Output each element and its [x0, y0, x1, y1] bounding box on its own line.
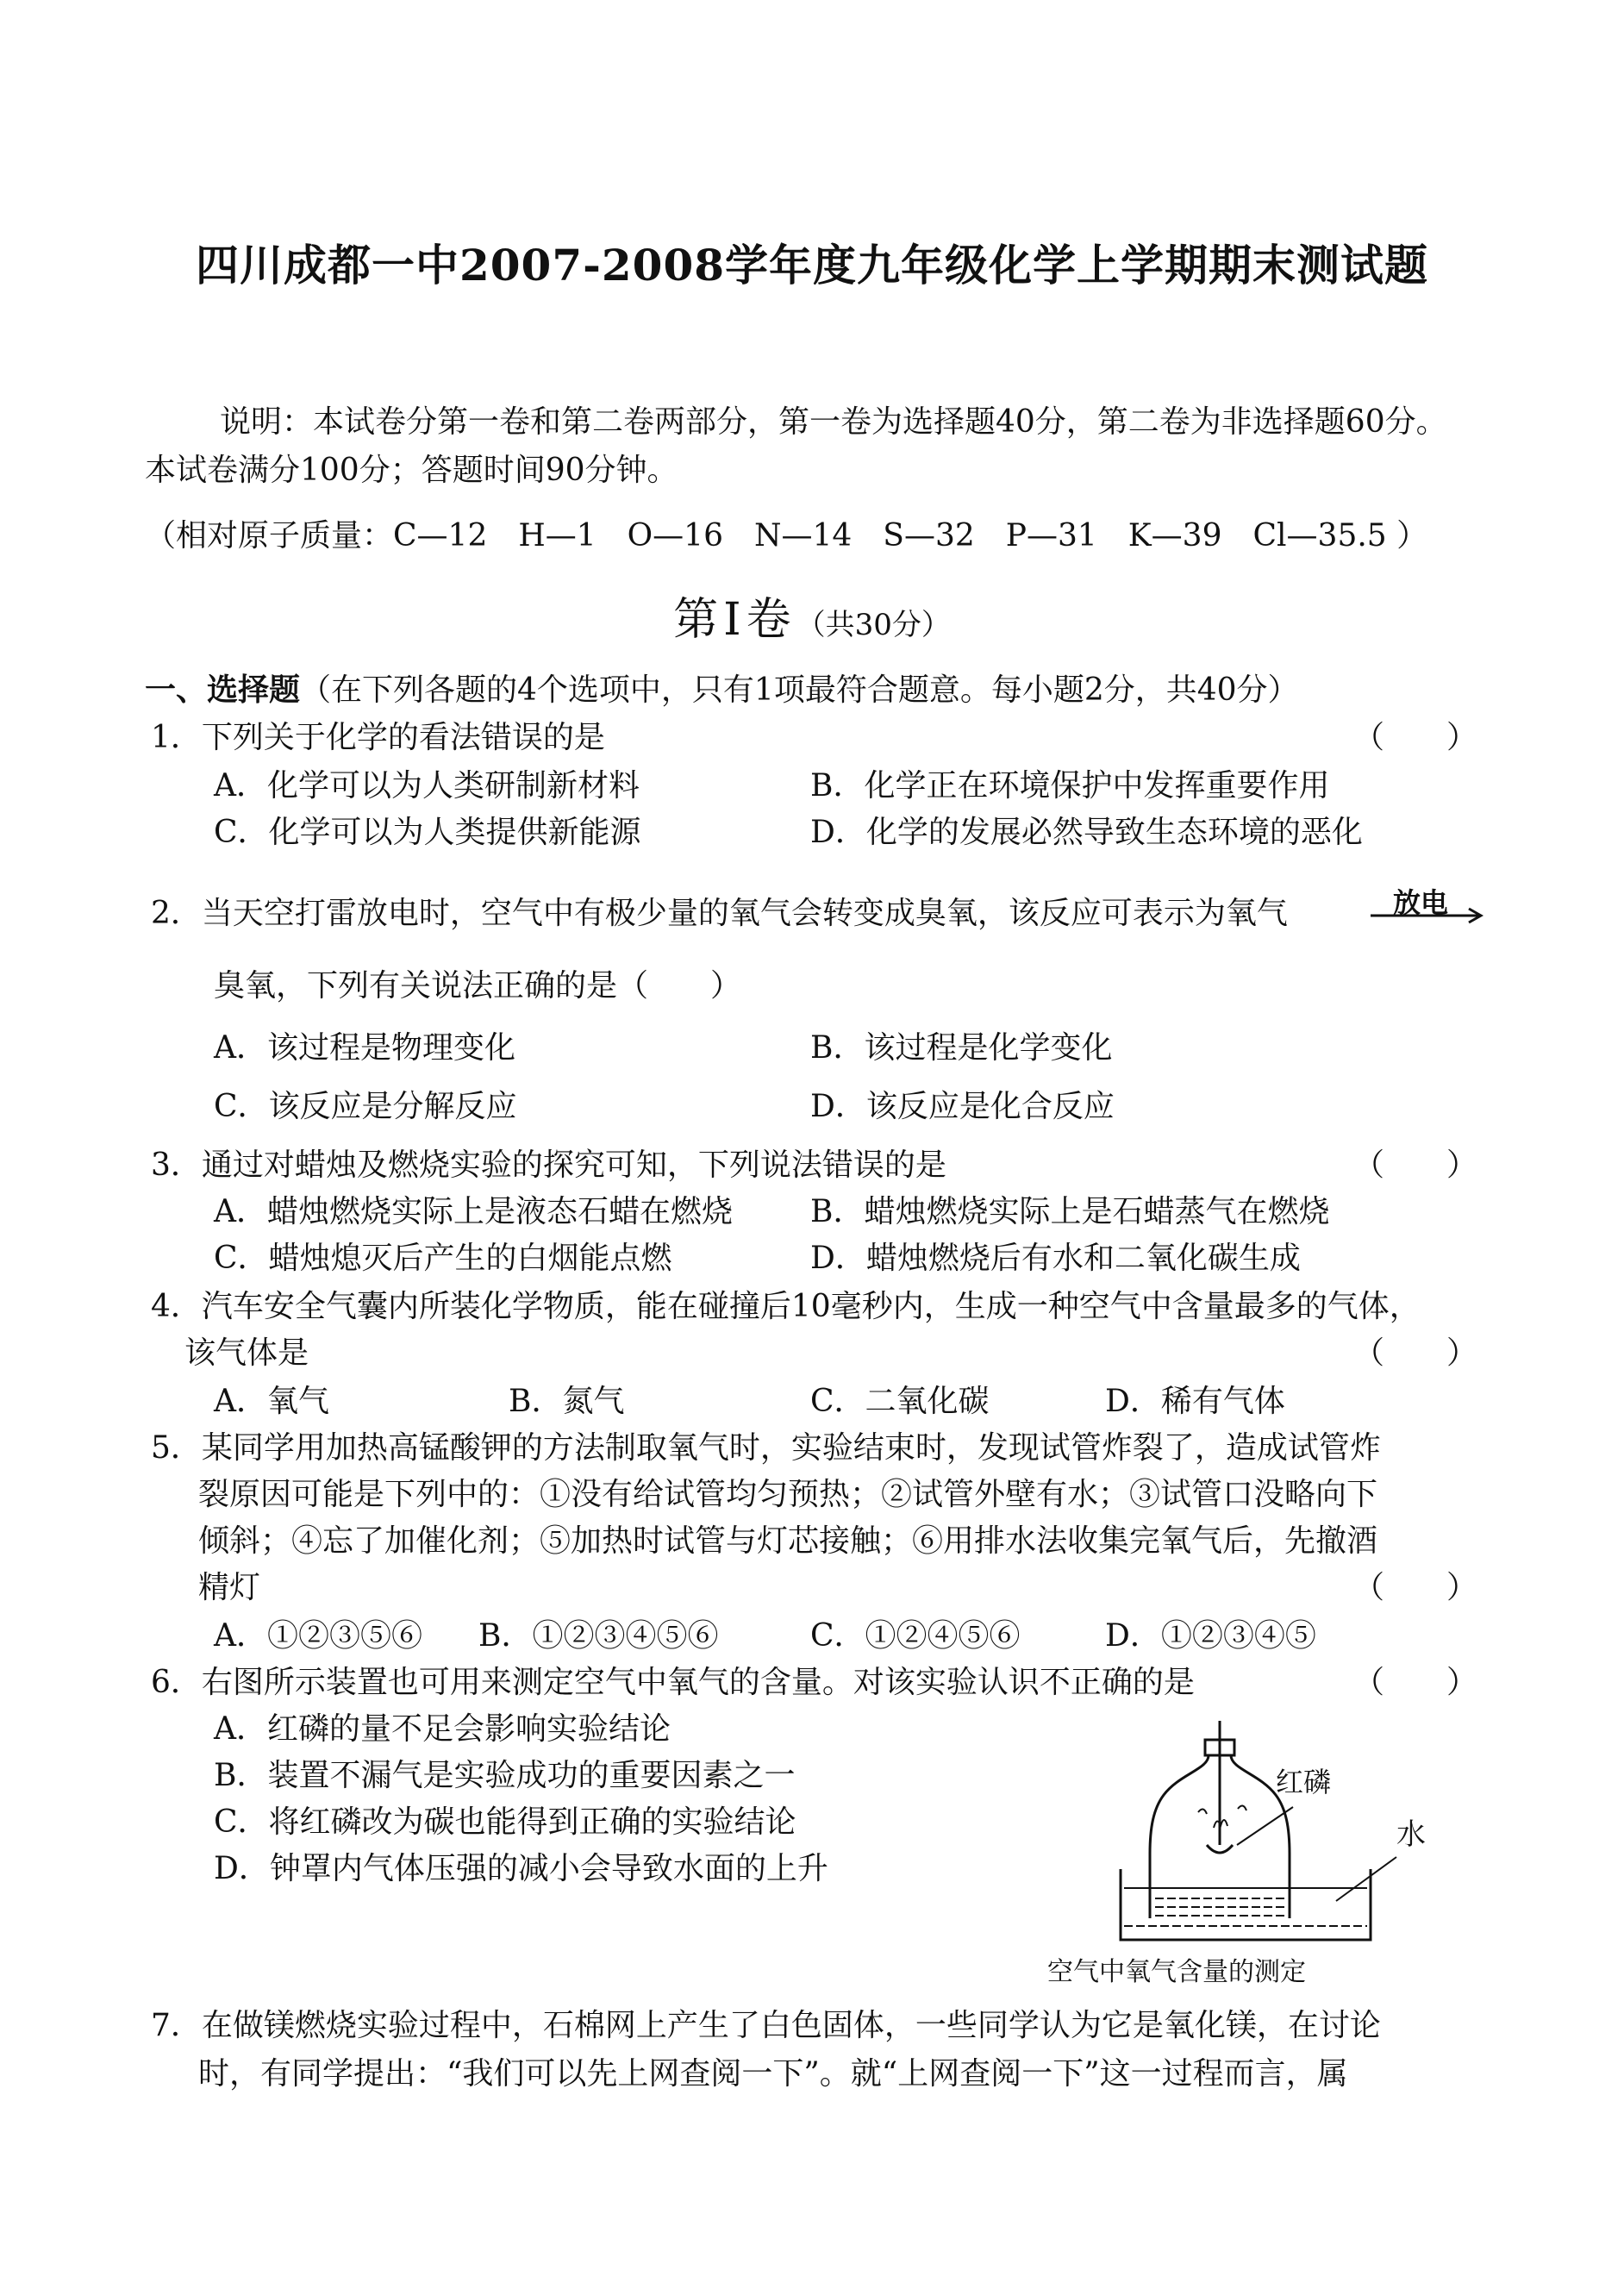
intro-line-1: 说明：本试卷分第一卷和第二卷两部分，第一卷为选择题40分，第二卷为非选择题60分。: [220, 404, 1447, 440]
q2-option-b: B．该过程是化学变化: [810, 1030, 1113, 1066]
q5-stem-line-4: 精灯: [198, 1570, 261, 1605]
q5-stem-line-3: 倾斜；④忘了加催化剂；⑤加热时试管与灯芯接触；⑥用排水法收集完氧气后，先撤酒: [198, 1523, 1378, 1559]
q4-option-c: C．二氧化碳: [810, 1384, 990, 1419]
q5-option-a: A．①②③⑤⑥: [214, 1618, 422, 1654]
q3-option-a: A．蜡烛燃烧实际上是液态石蜡在燃烧: [214, 1194, 733, 1229]
q3-option-c: C．蜡烛熄灭后产生的白烟能点燃: [214, 1241, 672, 1276]
q7-stem-line-2: 时，有同学提出：“我们可以先上网查阅一下”。就“上网查阅一下”这一过程而言，属: [198, 2056, 1348, 2092]
reaction-arrow: [1369, 881, 1490, 933]
q5-option-d: D．①②③④⑤: [1105, 1618, 1316, 1654]
q1-answer-paren: （ ）: [1353, 720, 1478, 755]
q5-answer-paren: （ ）: [1353, 1570, 1478, 1605]
q6-answer-paren: （ ）: [1353, 1665, 1478, 1700]
q1-option-d: D．化学的发展必然导致生态环境的恶化: [810, 815, 1363, 850]
section-heading: [145, 671, 1299, 710]
q2-option-a: A．该过程是物理变化: [214, 1030, 515, 1066]
arrow-icon: [1369, 881, 1490, 933]
q6-option-a: A．红磷的量不足会影响实验结论: [214, 1711, 671, 1747]
q5-option-b: B．①②③④⑤⑥: [478, 1618, 719, 1654]
q4-option-d: D．稀有气体: [1105, 1384, 1285, 1419]
q7-stem: 7．在做镁燃烧实验过程中，石棉网上产生了白色固体，一些同学认为它是氧化镁，在讨论: [151, 2008, 1381, 2043]
q5-option-c: C．①②④⑤⑥: [810, 1618, 1021, 1654]
intro-line-2: 本试卷满分100分；答题时间90分钟。: [145, 453, 678, 488]
section-heading-bold: 一、选择题: [145, 672, 301, 708]
q1-option-a: A．化学可以为人类研制新材料: [214, 768, 640, 804]
bell-jar-diagram: [1112, 1716, 1440, 1948]
q6-option-d: D．钟罩内气体压强的减小会导致水面的上升: [214, 1851, 828, 1886]
q2-option-d: D．该反应是化合反应: [810, 1089, 1115, 1124]
atomic-masses: （相对原子质量：C—12 H—1 O—16 N—14 S—32 P—31 K—39 Cl—35.5 ）: [145, 518, 1428, 553]
apparatus-figure: [1112, 1716, 1440, 1974]
q3-answer-paren: （ ）: [1353, 1148, 1478, 1183]
q4-stem-cont: 该气体是: [184, 1335, 309, 1371]
exam-title: 四川成都一中2007-2008学年度九年级化学上学期期末测试题: [195, 240, 1429, 291]
q6-stem: 6．右图所示装置也可用来测定空气中氧气的含量。对该实验认识不正确的是: [151, 1665, 1195, 1700]
q4-option-a: A．氧气: [214, 1384, 329, 1419]
section-heading-rest: （在下列各题的4个选项中，只有1项最符合题意。每小题2分，共40分）: [300, 672, 1299, 708]
q5-stem-line-2: 裂原因可能是下列中的：①没有给试管均匀预热；②试管外壁有水；③试管口没略向下: [198, 1477, 1378, 1512]
water-label: 水: [1396, 1817, 1426, 1852]
phosphorus-label: 红磷: [1276, 1766, 1332, 1798]
q1-option-c: C．化学可以为人类提供新能源: [214, 815, 641, 850]
figure-caption: 空气中氧气含量的测定: [1047, 1957, 1306, 1987]
q3-option-d: D．蜡烛燃烧后有水和二氧化碳生成: [810, 1241, 1301, 1276]
q4-answer-paren: （ ）: [1353, 1335, 1478, 1371]
q4-option-b: B．氮气: [509, 1384, 625, 1419]
reaction-condition-label: 放电: [1393, 886, 1449, 919]
q6-option-c: C．将红磷改为碳也能得到正确的实验结论: [214, 1804, 796, 1840]
volume-title: 第Ⅰ卷: [673, 594, 796, 646]
q3-option-b: B．蜡烛燃烧实际上是石蜡蒸气在燃烧: [810, 1194, 1330, 1229]
volume-note: （共30分）: [796, 608, 951, 642]
q1-stem: 1．下列关于化学的看法错误的是: [151, 720, 605, 755]
q2-stem: 2．当天空打雷放电时，空气中有极少量的氧气会转变成臭氧，该反应可表示为氧气: [151, 896, 1288, 931]
q4-stem: 4．汽车安全气囊内所装化学物质，能在碰撞后10毫秒内，生成一种空气中含量最多的气体，: [151, 1289, 1421, 1324]
q3-stem: 3．通过对蜡烛及燃烧实验的探究可知，下列说法错误的是: [151, 1148, 946, 1183]
q5-stem: 5．某同学用加热高锰酸钾的方法制取氧气时，实验结束时，发现试管炸裂了，造成试管炸: [151, 1430, 1381, 1466]
q2-option-c: C．该反应是分解反应: [214, 1089, 517, 1124]
q1-option-b: B．化学正在环境保护中发挥重要作用: [810, 768, 1330, 804]
volume-heading: [0, 583, 1624, 647]
q2-stem-cont: 臭氧，下列有关说法正确的是（ ）: [214, 968, 742, 1004]
q6-option-b: B．装置不漏气是实验成功的重要因素之一: [214, 1758, 796, 1793]
